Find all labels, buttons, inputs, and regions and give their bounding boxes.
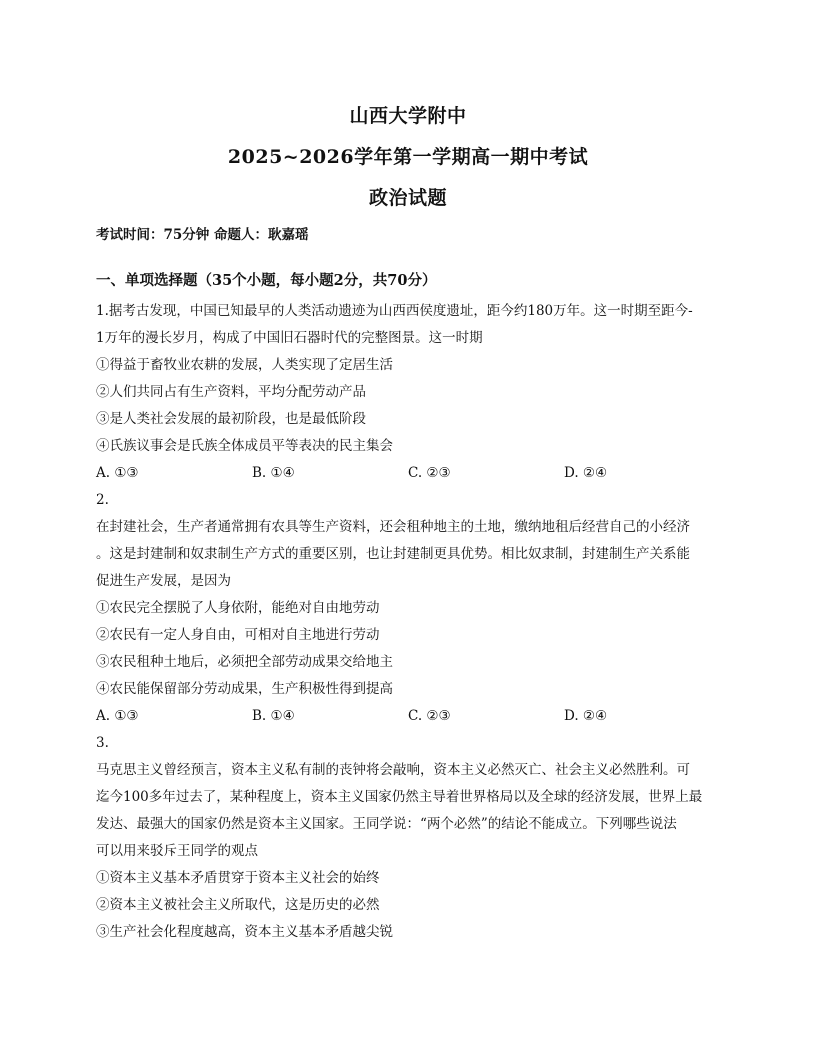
q2-stem-line: 促进生产发展，是因为 [96, 573, 231, 589]
q2-option-item: ④农民能保留部分劳动成果，生产积极性得到提高 [96, 681, 393, 697]
section-heading: 一、单项选择题（35个小题，每小题2分，共70分） [96, 272, 437, 289]
choice-a: A. ①③ [96, 708, 139, 724]
exam-title: 2025~2026学年第一学期高一期中考试 [227, 146, 589, 168]
choice-d: D. ②④ [564, 465, 608, 481]
q1-stem-line: 1万年的漫长岁月，构成了中国旧石器时代的完整图景。这一时期 [96, 330, 483, 346]
choice-d: D. ②④ [564, 708, 608, 724]
q3-stem-line: 迄今100多年过去了，某种程度上，资本主义国家仍然主导着世界格局以及全球的经济发展，世界上最 [96, 789, 703, 805]
q1-stem-line: 1.据考古发现，中国已知最早的人类活动遗迹为山西西侯度遗址，距今约180万年。这一时期至距今- [96, 303, 693, 319]
q2-option-item: ①农民完全摆脱了人身依附，能绝对自由地劳动 [96, 600, 380, 616]
exam-meta: 考试时间：75分钟 命题人：耿嘉瑶 [96, 227, 309, 243]
subject-title: 政治试题 [368, 187, 447, 209]
q2-stem-line: 在封建社会，生产者通常拥有农具等生产资料，还会租种地主的土地，缴纳地租后经营自己的小经济 [96, 519, 690, 535]
school-title: 山西大学附中 [349, 105, 467, 127]
q3-stem-line: 马克思主义曾经预言，资本主义私有制的丧钟将会敲响，资本主义必然灭亡、社会主义必然胜利。可 [96, 762, 690, 778]
q2-number: 2. [96, 492, 109, 508]
q3-number: 3. [96, 735, 109, 751]
q3-stem-line: 可以用来驳斥王同学的观点 [96, 843, 258, 859]
q1-option-item: ①得益于畜牧业农耕的发展，人类实现了定居生活 [96, 357, 393, 373]
choice-b: B. ①④ [252, 708, 295, 724]
choice-c: C. ②③ [408, 708, 451, 724]
q3-option-item: ①资本主义基本矛盾贯穿于资本主义社会的始终 [96, 870, 380, 886]
q1-option-item: ③是人类社会发展的最初阶段，也是最低阶段 [96, 411, 366, 427]
q1-option-item: ④氏族议事会是氏族全体成员平等表决的民主集会 [96, 438, 393, 454]
q3-stem-line: 发达、最强大的国家仍然是资本主义国家。王同学说：“两个必然”的结论不能成立。下列哪些说法 [96, 816, 677, 832]
choice-a: A. ①③ [96, 465, 139, 481]
q3-option-item: ③生产社会化程度越高，资本主义基本矛盾越尖锐 [96, 924, 393, 940]
q2-option-item: ②农民有一定人身自由，可相对自主地进行劳动 [96, 627, 380, 643]
choice-c: C. ②③ [408, 465, 451, 481]
q2-stem-line: 。这是封建制和奴隶制生产方式的重要区别，也让封建制更具优势。相比奴隶制，封建制生产关系能 [96, 546, 690, 562]
q2-option-item: ③农民租种土地后，必须把全部劳动成果交给地主 [96, 654, 393, 670]
choice-b: B. ①④ [252, 465, 295, 481]
q3-option-item: ②资本主义被社会主义所取代，这是历史的必然 [96, 897, 380, 913]
q1-option-item: ②人们共同占有生产资料，平均分配劳动产品 [96, 384, 366, 400]
